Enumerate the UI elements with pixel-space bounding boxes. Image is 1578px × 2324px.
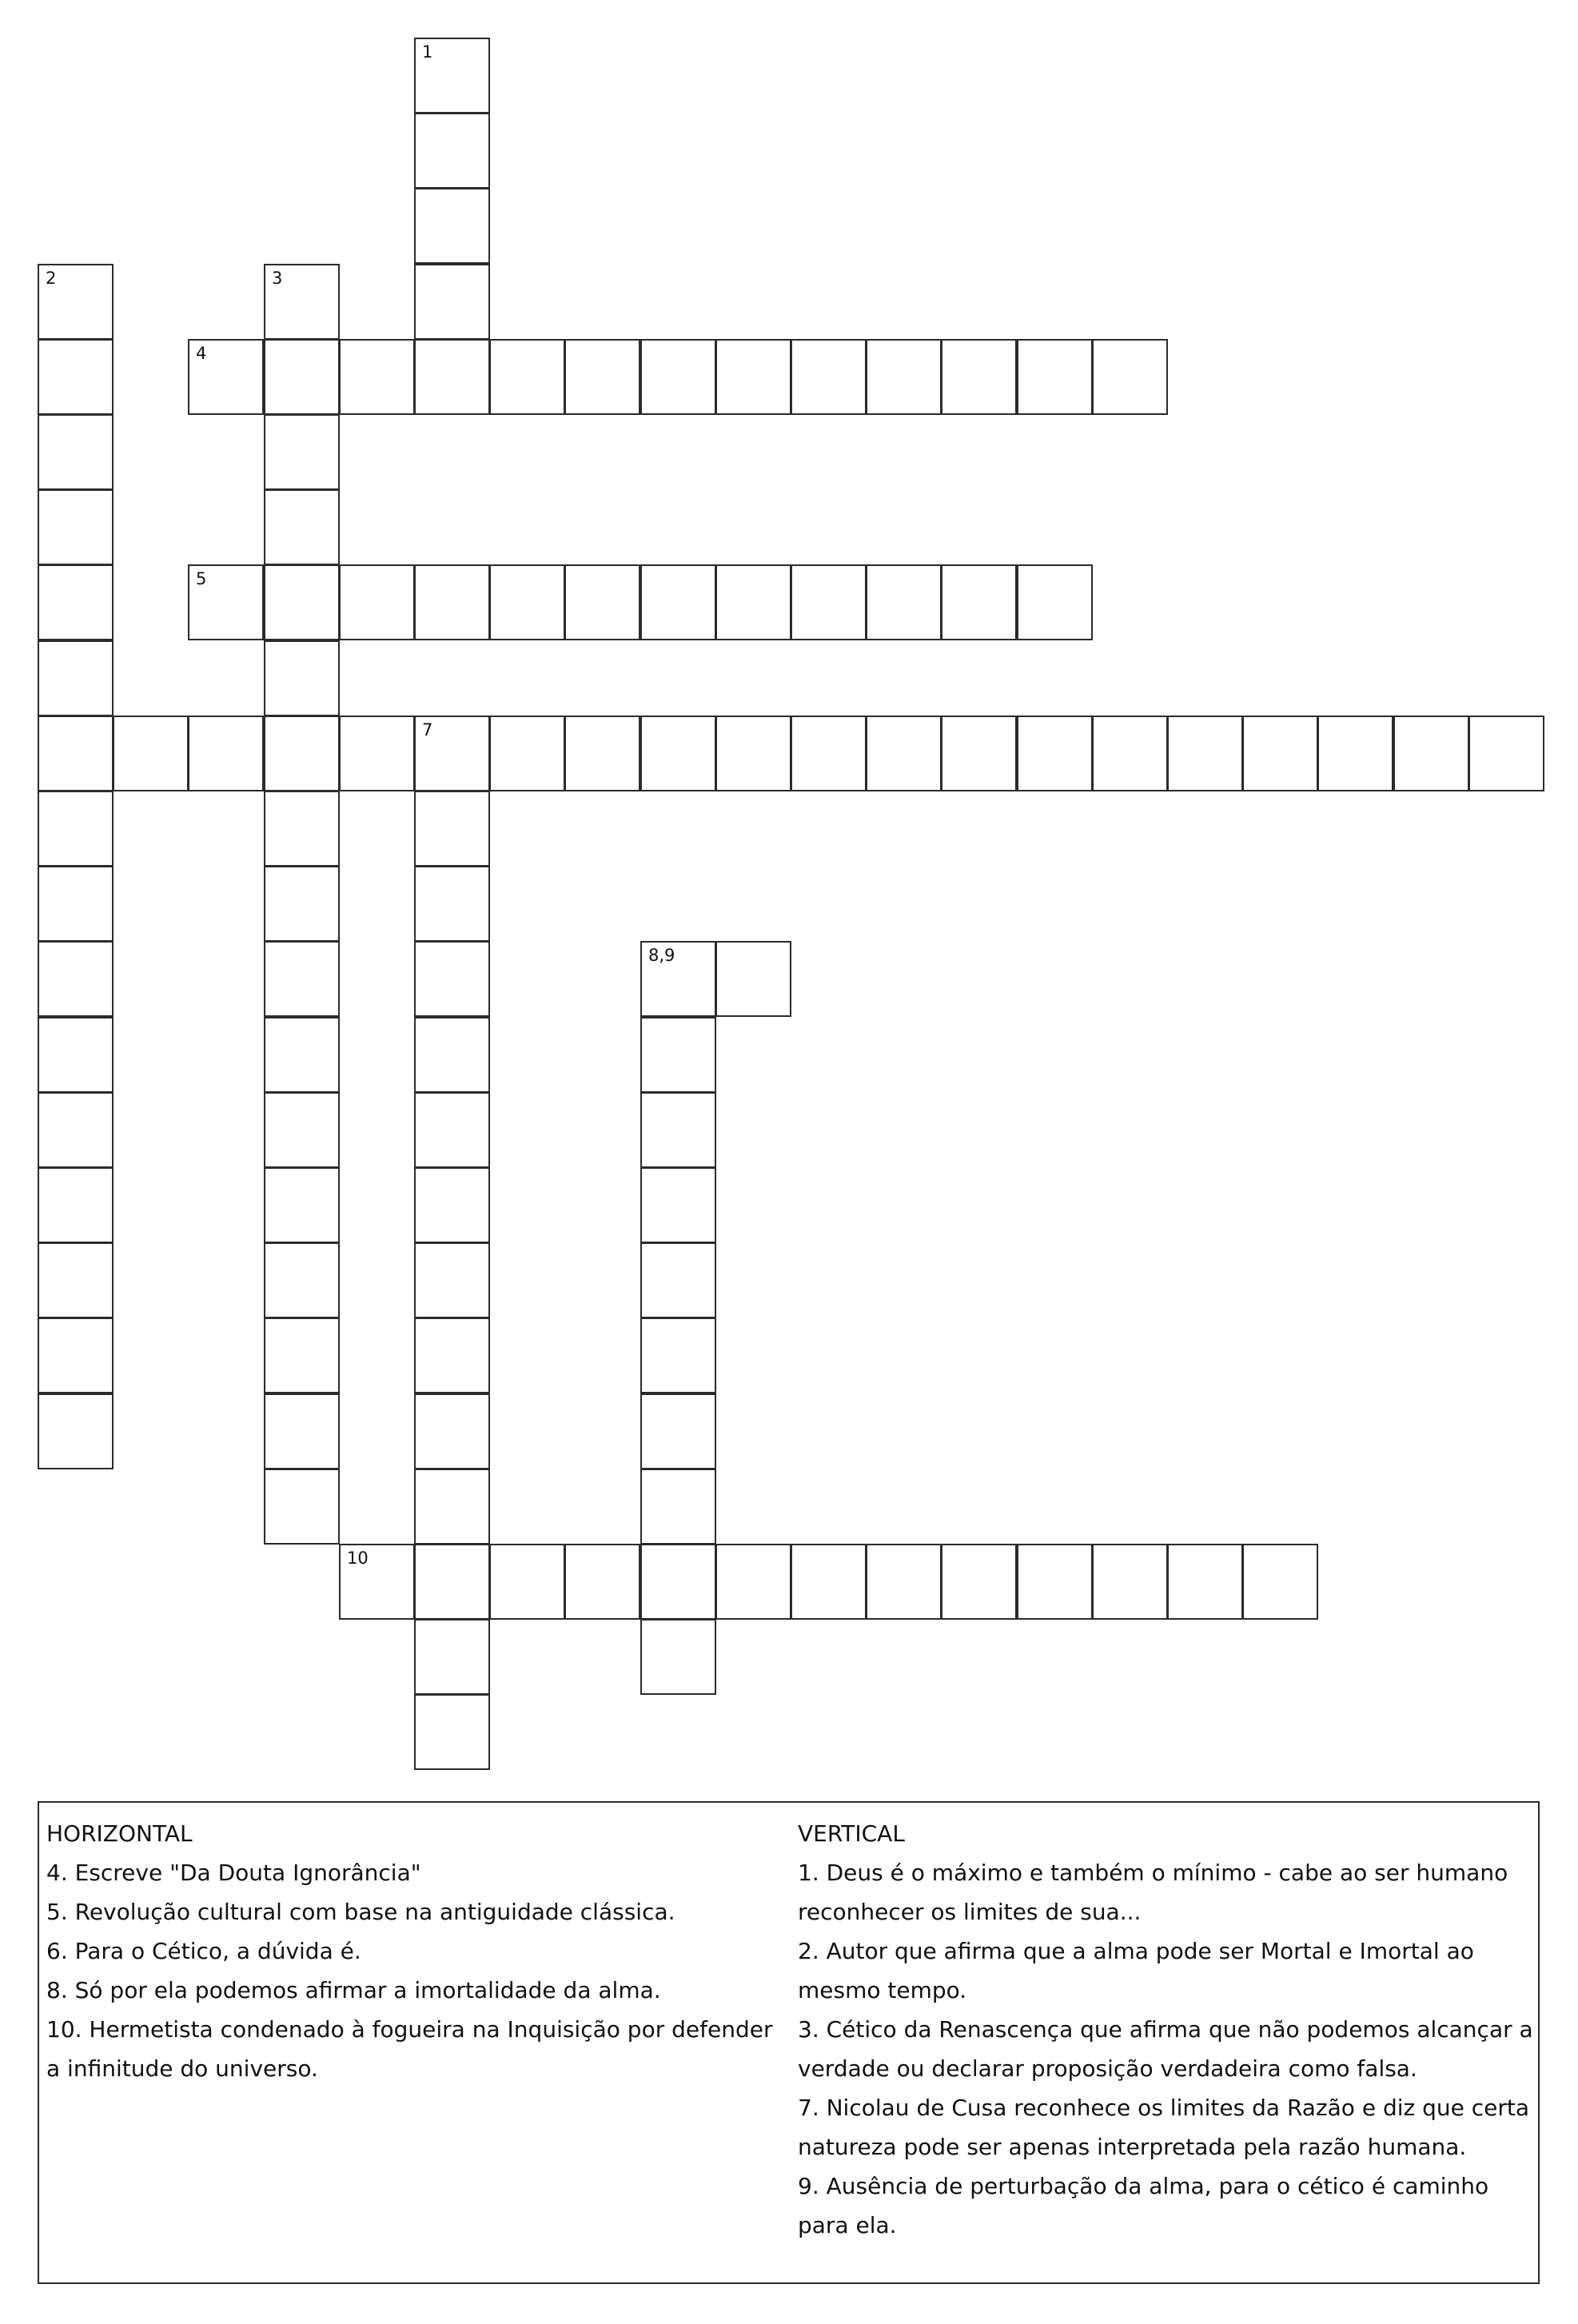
crossword-cell[interactable]: [1017, 716, 1093, 791]
crossword-cell[interactable]: [640, 1092, 716, 1168]
crossword-cell[interactable]: [715, 564, 791, 640]
crossword-cell[interactable]: [339, 1544, 415, 1620]
crossword-cell[interactable]: [1468, 716, 1544, 791]
crossword-cell[interactable]: [640, 1619, 716, 1695]
crossword-cell[interactable]: [38, 1317, 114, 1393]
crossword-cell[interactable]: [414, 264, 490, 340]
crossword-cell[interactable]: [264, 866, 340, 942]
crossword-cell[interactable]: [414, 1242, 490, 1318]
crossword-cell[interactable]: [941, 339, 1017, 415]
crossword-cell[interactable]: [791, 1544, 867, 1620]
horizontal-clues: [46, 1814, 790, 2088]
clue-vertical-3: 3. Cético da Renascença que afirma que não podemos alcançar a verdade ou declarar proposição verdadeira como falsa.: [798, 2016, 1533, 2082]
crossword-cell[interactable]: [1092, 716, 1168, 791]
crossword-cell[interactable]: [38, 716, 114, 791]
crossword-cell[interactable]: [715, 716, 791, 791]
crossword-cell[interactable]: [339, 564, 415, 640]
crossword-cell[interactable]: [1242, 1544, 1318, 1620]
crossword-cell[interactable]: [640, 716, 716, 791]
crossword-cell[interactable]: [414, 113, 490, 189]
crossword-cell[interactable]: [414, 1544, 490, 1620]
crossword-cell[interactable]: [1242, 716, 1318, 791]
vertical-heading: VERTICAL: [798, 1820, 905, 1847]
crossword-cell[interactable]: [264, 640, 340, 716]
crossword-cell[interactable]: [38, 1167, 114, 1243]
clue-number: 1: [422, 42, 433, 62]
crossword-cell[interactable]: [264, 339, 340, 415]
crossword-cell[interactable]: [1393, 716, 1469, 791]
crossword-cell[interactable]: [414, 1167, 490, 1243]
crossword-cell[interactable]: [264, 1393, 340, 1469]
crossword-cell[interactable]: [866, 339, 942, 415]
crossword-cell[interactable]: [564, 716, 640, 791]
crossword-cell[interactable]: [414, 716, 490, 791]
crossword-cell[interactable]: [414, 339, 490, 415]
crossword-cell[interactable]: [264, 1469, 340, 1545]
crossword-cell[interactable]: [38, 414, 114, 490]
crossword-cell[interactable]: [564, 1544, 640, 1620]
crossword-cell[interactable]: [1092, 339, 1168, 415]
crossword-cell[interactable]: [188, 564, 264, 640]
crossword-cell[interactable]: [414, 1017, 490, 1093]
crossword-cell[interactable]: [715, 941, 791, 1017]
crossword-cell[interactable]: [264, 489, 340, 565]
clue-panel: [38, 1801, 1540, 2284]
horizontal-heading: HORIZONTAL: [46, 1820, 193, 1847]
crossword-cell[interactable]: [715, 1544, 791, 1620]
crossword-cell[interactable]: [264, 716, 340, 791]
crossword-cell[interactable]: [414, 564, 490, 640]
crossword-cell[interactable]: [264, 414, 340, 490]
crossword-cell[interactable]: [791, 716, 867, 791]
crossword-cell[interactable]: [38, 564, 114, 640]
crossword-cell[interactable]: [1092, 1544, 1168, 1620]
crossword-cell[interactable]: [264, 791, 340, 867]
crossword-cell[interactable]: [264, 941, 340, 1017]
crossword-cell[interactable]: [188, 339, 264, 415]
crossword-cell[interactable]: [414, 866, 490, 942]
crossword-cell[interactable]: [38, 489, 114, 565]
crossword-cell[interactable]: [1167, 1544, 1243, 1620]
crossword-cell[interactable]: [489, 564, 565, 640]
vertical-clues: [798, 1814, 1533, 2245]
crossword-cell[interactable]: [1167, 716, 1243, 791]
crossword-cell[interactable]: [414, 1092, 490, 1168]
crossword-cell[interactable]: [640, 1393, 716, 1469]
crossword-cell[interactable]: [640, 1167, 716, 1243]
crossword-cell[interactable]: [188, 716, 264, 791]
crossword-cell[interactable]: [414, 1619, 490, 1695]
clue-number: 10: [347, 1549, 369, 1568]
crossword-cell[interactable]: [264, 1242, 340, 1318]
crossword-cell[interactable]: [564, 564, 640, 640]
clue-number: 8,9: [648, 946, 675, 965]
crossword-cell[interactable]: [264, 564, 340, 640]
crossword-cell[interactable]: [941, 716, 1017, 791]
crossword-cell[interactable]: [414, 1469, 490, 1545]
crossword-cell[interactable]: [264, 1092, 340, 1168]
clue-number: 7: [422, 720, 433, 739]
crossword-cell[interactable]: [38, 866, 114, 942]
crossword-cell[interactable]: [339, 339, 415, 415]
clue-number: 3: [272, 269, 283, 288]
clue-number: 4: [196, 344, 207, 363]
crossword-cell[interactable]: [489, 339, 565, 415]
crossword-cell[interactable]: [1017, 339, 1093, 415]
crossword-cell[interactable]: [38, 339, 114, 415]
crossword-cell[interactable]: [38, 791, 114, 867]
crossword-cell[interactable]: [715, 339, 791, 415]
crossword-cell[interactable]: [1317, 716, 1393, 791]
crossword-cell[interactable]: [489, 1544, 565, 1620]
crossword-cell[interactable]: [264, 264, 340, 340]
clue-horizontal-5: 5. Revolução cultural com base na antiguidade clássica.: [46, 1899, 675, 1925]
clue-horizontal-10: 10. Hermetista condenado à fogueira na Inquisição por defender a infinitude do universo.: [46, 2016, 773, 2082]
crossword-cell[interactable]: [38, 1242, 114, 1318]
crossword-cell[interactable]: [640, 1544, 716, 1620]
crossword-cell[interactable]: [414, 941, 490, 1017]
crossword-cell[interactable]: [38, 1393, 114, 1469]
crossword-cell[interactable]: [264, 1017, 340, 1093]
crossword-cell[interactable]: [414, 38, 490, 114]
crossword-cell[interactable]: [38, 1017, 114, 1093]
crossword-cell[interactable]: [640, 339, 716, 415]
crossword-cell[interactable]: [640, 1469, 716, 1545]
crossword-cell[interactable]: [941, 564, 1017, 640]
clue-horizontal-8: 8. Só por ela podemos afirmar a imortalidade da alma.: [46, 1977, 661, 2003]
crossword-cell[interactable]: [866, 1544, 942, 1620]
crossword-cell[interactable]: [38, 941, 114, 1017]
crossword-cell[interactable]: [640, 1017, 716, 1093]
crossword-cell[interactable]: [414, 1393, 490, 1469]
crossword-cell[interactable]: [264, 1167, 340, 1243]
crossword-cell[interactable]: [866, 564, 942, 640]
clue-vertical-2: 2. Autor que afirma que a alma pode ser Mortal e Imortal ao mesmo tempo.: [798, 1938, 1474, 2003]
crossword-cell[interactable]: [866, 716, 942, 791]
clue-vertical-1: 1. Deus é o máximo e também o mínimo - cabe ao ser humano reconhecer os limites de sua...: [798, 1860, 1508, 1925]
crossword-cell[interactable]: [640, 564, 716, 640]
clue-horizontal-6: 6. Para o Cético, a dúvida é.: [46, 1938, 361, 1964]
crossword-cell[interactable]: [414, 188, 490, 264]
crossword-cell[interactable]: [113, 716, 189, 791]
crossword-cell[interactable]: [1017, 564, 1093, 640]
crossword-cell[interactable]: [640, 941, 716, 1017]
crossword-cell[interactable]: [414, 1317, 490, 1393]
crossword-cell[interactable]: [489, 716, 565, 791]
clue-vertical-9: 9. Ausência de perturbação da alma, para o cético é caminho para ela.: [798, 2173, 1489, 2238]
crossword-cell[interactable]: [264, 1317, 340, 1393]
crossword-cell[interactable]: [38, 640, 114, 716]
crossword-cell[interactable]: [38, 1092, 114, 1168]
clue-horizontal-4: 4. Escreve "Da Douta Ignorância": [46, 1860, 421, 1886]
crossword-cell[interactable]: [414, 791, 490, 867]
clue-number: 2: [46, 269, 57, 288]
clue-number: 5: [196, 569, 207, 588]
clue-vertical-7: 7. Nicolau de Cusa reconhece os limites da Razão e diz que certa natureza pode ser apenas interpretada pela razão humana.: [798, 2095, 1530, 2160]
crossword-cell[interactable]: [640, 1317, 716, 1393]
crossword-cell[interactable]: [339, 716, 415, 791]
crossword-cell[interactable]: [941, 1544, 1017, 1620]
crossword-cell[interactable]: [1017, 1544, 1093, 1620]
crossword-cell[interactable]: [640, 1242, 716, 1318]
crossword-cell[interactable]: [791, 564, 867, 640]
crossword-cell[interactable]: [38, 264, 114, 340]
crossword-cell[interactable]: [791, 339, 867, 415]
crossword-cell[interactable]: [414, 1694, 490, 1770]
crossword-cell[interactable]: [564, 339, 640, 415]
